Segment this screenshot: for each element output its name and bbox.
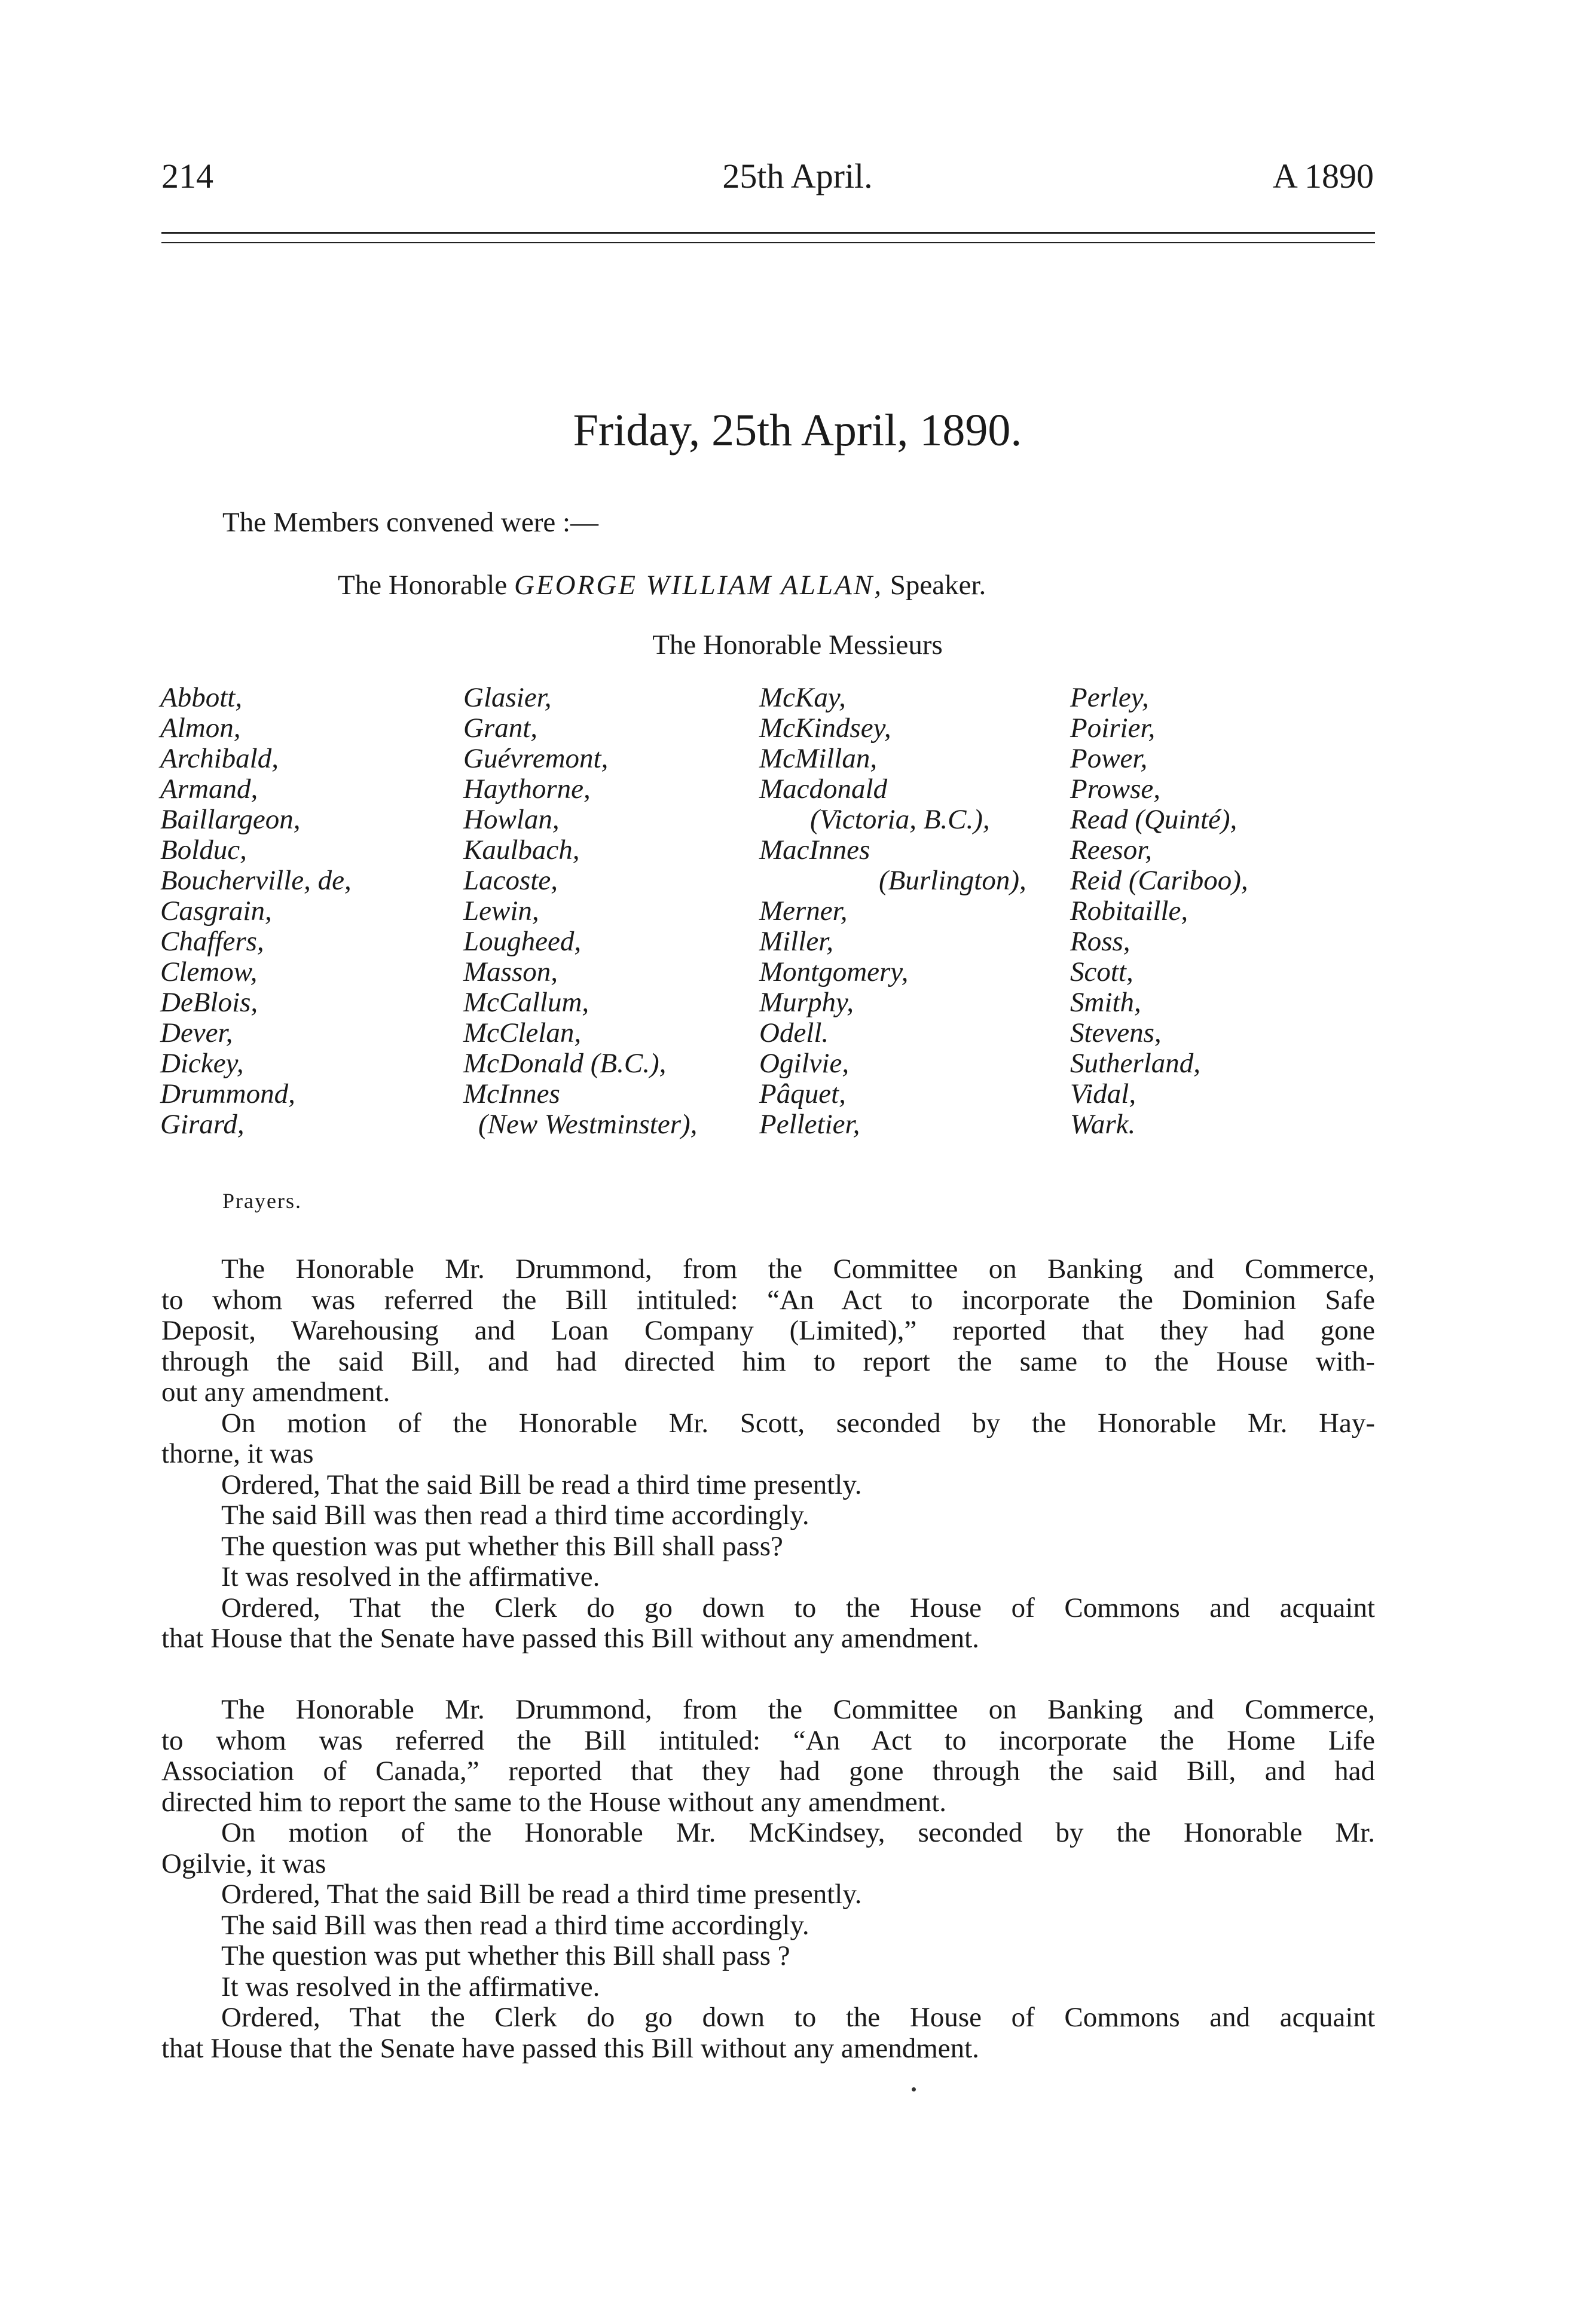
- member-name: Robitaille,: [1070, 895, 1188, 926]
- member-name: Read (Quinté),: [1070, 804, 1238, 835]
- resolution-line: It was resolved in the affirmative.: [221, 1561, 600, 1592]
- speaker-prefix: The Honorable: [338, 570, 508, 601]
- member-name: Montgomery,: [759, 956, 909, 987]
- member-name: Merner,: [759, 895, 848, 926]
- names-column-1: [160, 683, 352, 1140]
- member-name: Power,: [1070, 743, 1148, 774]
- member-name: Prowse,: [1070, 773, 1161, 805]
- speaker-line: [338, 568, 986, 603]
- member-name: Reid (Cariboo),: [1070, 865, 1248, 896]
- member-name: Vidal,: [1070, 1078, 1136, 1109]
- members-intro: The Members convened were :—: [222, 507, 599, 538]
- member-name: Macdonald: [759, 773, 888, 805]
- member-name: (Burlington),: [879, 865, 1026, 896]
- member-name: McDonald (B.C.),: [463, 1048, 667, 1079]
- prayers-heading: Prayers.: [222, 1189, 302, 1213]
- member-name: DeBlois,: [160, 987, 258, 1018]
- names-column-4: [1070, 683, 1248, 1140]
- header-year: A 1890: [1272, 157, 1374, 195]
- member-name: McClelan,: [463, 1017, 582, 1048]
- member-name: Armand,: [160, 773, 258, 805]
- proceeding-1: [161, 1254, 1375, 1655]
- member-name: Bolduc,: [160, 834, 247, 866]
- member-name: Lougheed,: [463, 926, 582, 957]
- report-line: through the said Bill, and had directed him to report the same to the House with-: [161, 1346, 1375, 1377]
- member-name: Perley,: [1070, 682, 1149, 713]
- member-name: Lacoste,: [463, 865, 558, 896]
- order-line: Ordered, That the said Bill be read a third time presently.: [221, 1469, 862, 1500]
- member-name: Dever,: [160, 1017, 233, 1048]
- header-date: 25th April.: [722, 157, 873, 195]
- order-line: Ordered, That the said Bill be read a third time presently.: [221, 1879, 862, 1910]
- clerk-order-line: that House that the Senate have passed this Bill without any amendment.: [161, 2032, 979, 2064]
- page-title: Friday, 25th April, 1890.: [573, 405, 1022, 455]
- member-name: Glasier,: [463, 682, 552, 713]
- motion-line: On motion of the Honorable Mr. McKindsey, seconded by the Honorable Mr.: [221, 1817, 1375, 1848]
- motion-line: Ogilvie, it was: [161, 1848, 326, 1879]
- member-name: Howlan,: [463, 804, 560, 835]
- motion-line: thorne, it was: [161, 1438, 314, 1469]
- member-name: McCallum,: [463, 987, 589, 1018]
- proceeding-2: [161, 1695, 1375, 2064]
- member-name: Boucherville, de,: [160, 865, 352, 896]
- member-name: Grant,: [463, 713, 538, 744]
- page-header: [0, 152, 1595, 200]
- report-line: The Honorable Mr. Drummond, from the Committee on Banking and Commerce,: [221, 1253, 1375, 1285]
- member-name: Almon,: [160, 713, 241, 744]
- question-line: The question was put whether this Bill shall pass?: [221, 1530, 783, 1562]
- page-number: 214: [161, 157, 213, 195]
- report-line: The Honorable Mr. Drummond, from the Committee on Banking and Commerce,: [221, 1694, 1375, 1725]
- member-name: Smith,: [1070, 987, 1141, 1018]
- header-rule-top: [161, 232, 1375, 234]
- member-name: Masson,: [463, 956, 558, 987]
- motion-line: On motion of the Honorable Mr. Scott, seconded by the Honorable Mr. Hay-: [221, 1407, 1375, 1439]
- member-name: Dickey,: [160, 1048, 244, 1079]
- speaker-suffix: Speaker.: [890, 570, 986, 601]
- member-name: Odell.: [759, 1017, 829, 1048]
- clerk-order-line: Ordered, That the Clerk do go down to the House of Commons and acquaint: [221, 2002, 1375, 2033]
- messieurs-heading: The Honorable Messieurs: [652, 629, 943, 660]
- member-name: Archibald,: [160, 743, 279, 774]
- report-line: Deposit, Warehousing and Loan Company (Limited),” reported that they had gone: [161, 1315, 1375, 1346]
- reading-line: The said Bill was then read a third time accordingly.: [221, 1500, 809, 1531]
- member-name: Scott,: [1070, 956, 1133, 987]
- member-name: Chaffers,: [160, 926, 264, 957]
- member-name: Reesor,: [1070, 834, 1153, 866]
- member-name: McMillan,: [759, 743, 878, 774]
- report-line: out any amendment.: [161, 1377, 390, 1408]
- member-name: Haythorne,: [463, 773, 591, 805]
- member-name: Abbott,: [160, 682, 243, 713]
- clerk-order-line: that House that the Senate have passed this Bill without any amendment.: [161, 1623, 979, 1654]
- member-name: Stevens,: [1070, 1017, 1162, 1048]
- member-name: Guévremont,: [463, 743, 609, 774]
- resolution-line: It was resolved in the affirmative.: [221, 1971, 600, 2002]
- member-name: Pelletier,: [759, 1109, 860, 1140]
- member-name: Kaulbach,: [463, 834, 580, 866]
- report-line: to whom was referred the Bill intituled: “An Act to incorporate the Dominion Safe: [161, 1284, 1375, 1316]
- member-name: Poirier,: [1070, 713, 1156, 744]
- report-line: Association of Canada,” reported that they had gone through the said Bill, and had: [161, 1756, 1375, 1787]
- member-name: MacInnes: [759, 834, 870, 866]
- member-name: McInnes: [463, 1078, 560, 1109]
- question-line: The question was put whether this Bill shall pass ?: [221, 1940, 790, 1971]
- names-column-3: [759, 683, 1026, 1140]
- header-rule-bottom: [161, 242, 1375, 243]
- member-name: Sutherland,: [1070, 1048, 1201, 1079]
- member-name: Girard,: [160, 1109, 245, 1140]
- member-name: Miller,: [759, 926, 834, 957]
- member-name: Baillargeon,: [160, 804, 301, 835]
- member-name: McKay,: [759, 682, 846, 713]
- speaker-name: GEORGE WILLIAM ALLAN,: [514, 570, 883, 601]
- member-name: Drummond,: [160, 1078, 295, 1109]
- report-line: to whom was referred the Bill intituled: “An Act to incorporate the Home Life: [161, 1724, 1375, 1756]
- member-name: Casgrain,: [160, 895, 272, 926]
- clerk-order-line: Ordered, That the Clerk do go down to the House of Commons and acquaint: [221, 1592, 1375, 1623]
- member-name: Clemow,: [160, 956, 258, 987]
- member-name: Lewin,: [463, 895, 539, 926]
- member-name: Pâquet,: [759, 1078, 846, 1109]
- report-line: directed him to report the same to the House without any amendment.: [161, 1786, 947, 1818]
- member-name: Murphy,: [759, 987, 854, 1018]
- member-name: McKindsey,: [759, 713, 891, 744]
- reading-line: The said Bill was then read a third time accordingly.: [221, 1909, 809, 1941]
- member-name: Ross,: [1070, 926, 1130, 957]
- printers-mark: [912, 2087, 916, 2091]
- member-name: (New Westminster),: [478, 1109, 698, 1140]
- member-name: Wark.: [1070, 1109, 1136, 1140]
- member-name: (Victoria, B.C.),: [810, 804, 990, 835]
- names-column-2: [463, 683, 697, 1140]
- member-name: Ogilvie,: [759, 1048, 850, 1079]
